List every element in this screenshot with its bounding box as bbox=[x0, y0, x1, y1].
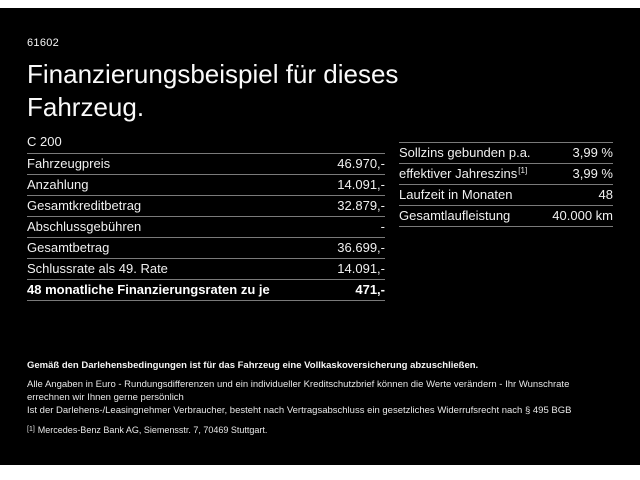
row-value: 3,99 % bbox=[572, 145, 613, 160]
conditions-table bbox=[399, 142, 613, 227]
table-row bbox=[399, 164, 613, 185]
financing-table bbox=[27, 153, 385, 301]
footnote-marker: [1] bbox=[27, 426, 35, 433]
bank-footnote bbox=[27, 425, 613, 435]
row-label: 48 monatliche Finanzierungsraten zu je bbox=[27, 282, 270, 297]
row-value: 46.970,- bbox=[337, 156, 385, 171]
offer-code: 61602 bbox=[27, 37, 60, 49]
row-label: Sollzins gebunden p.a. bbox=[399, 145, 531, 160]
disclaimer-line1: Alle Angaben in Euro - Rundungsdifferenzen und ein individueller Kreditschutzbrief können die Werte verändern - Ihr Wunschrate errechnen wir Ihnen gerne persönlich bbox=[27, 379, 570, 403]
vehicle-model: C 200 bbox=[27, 134, 62, 149]
table-row bbox=[399, 143, 613, 164]
row-label: Schlussrate als 49. Rate bbox=[27, 261, 168, 276]
row-value: 471,- bbox=[355, 282, 385, 297]
row-label: Laufzeit in Monaten bbox=[399, 187, 513, 202]
table-row bbox=[27, 196, 385, 217]
disclaimer-line2: Ist der Darlehens-/Leasingnehmer Verbraucher, besteht nach Vertragsabschluss ein gesetzliches Widerrufsrecht nach § 495 BGB bbox=[27, 405, 572, 416]
page-title-line2: Fahrzeug. bbox=[27, 92, 145, 122]
table-row bbox=[27, 238, 385, 259]
row-label: Abschlussgebühren bbox=[27, 219, 142, 234]
table-row bbox=[399, 206, 613, 227]
row-value: 36.699,- bbox=[337, 240, 385, 255]
row-value: 40.000 km bbox=[552, 208, 613, 223]
column-spacer bbox=[399, 124, 613, 142]
left-column bbox=[27, 124, 385, 301]
table-row bbox=[399, 185, 613, 206]
table-row bbox=[27, 217, 385, 238]
page-title bbox=[27, 58, 613, 124]
row-label: effektiver Jahreszins[1] bbox=[399, 165, 528, 181]
table-row bbox=[27, 280, 385, 301]
row-value: - bbox=[380, 219, 385, 234]
financing-sheet bbox=[0, 8, 640, 465]
row-label: Gesamtbetrag bbox=[27, 240, 110, 255]
page-title-line1: Finanzierungsbeispiel für dieses bbox=[27, 59, 399, 89]
row-value: 3,99 % bbox=[572, 166, 613, 181]
row-value: 32.879,- bbox=[337, 198, 385, 213]
row-value: 48 bbox=[598, 187, 613, 202]
insurance-note: Gemäß den Darlehensbedingungen ist für das Fahrzeug eine Vollkaskoversicherung abzuschließen. bbox=[27, 360, 479, 371]
content-area bbox=[0, 8, 640, 465]
row-value: 14.091,- bbox=[337, 261, 385, 276]
row-value: 14.091,- bbox=[337, 177, 385, 192]
table-row bbox=[27, 175, 385, 196]
tables-container bbox=[27, 124, 613, 301]
table-row bbox=[27, 259, 385, 280]
footnote-text: Mercedes-Benz Bank AG, Siemensstr. 7, 70469 Stuttgart. bbox=[37, 425, 268, 435]
footnote-ref: [1] bbox=[518, 165, 528, 175]
legal-footer bbox=[27, 360, 613, 435]
row-label: Fahrzeugpreis bbox=[27, 156, 111, 171]
row-label: Anzahlung bbox=[27, 177, 89, 192]
row-label: Gesamtlaufleistung bbox=[399, 208, 511, 223]
row-label: Gesamtkreditbetrag bbox=[27, 198, 142, 213]
right-column bbox=[399, 124, 613, 301]
table-row bbox=[27, 154, 385, 175]
